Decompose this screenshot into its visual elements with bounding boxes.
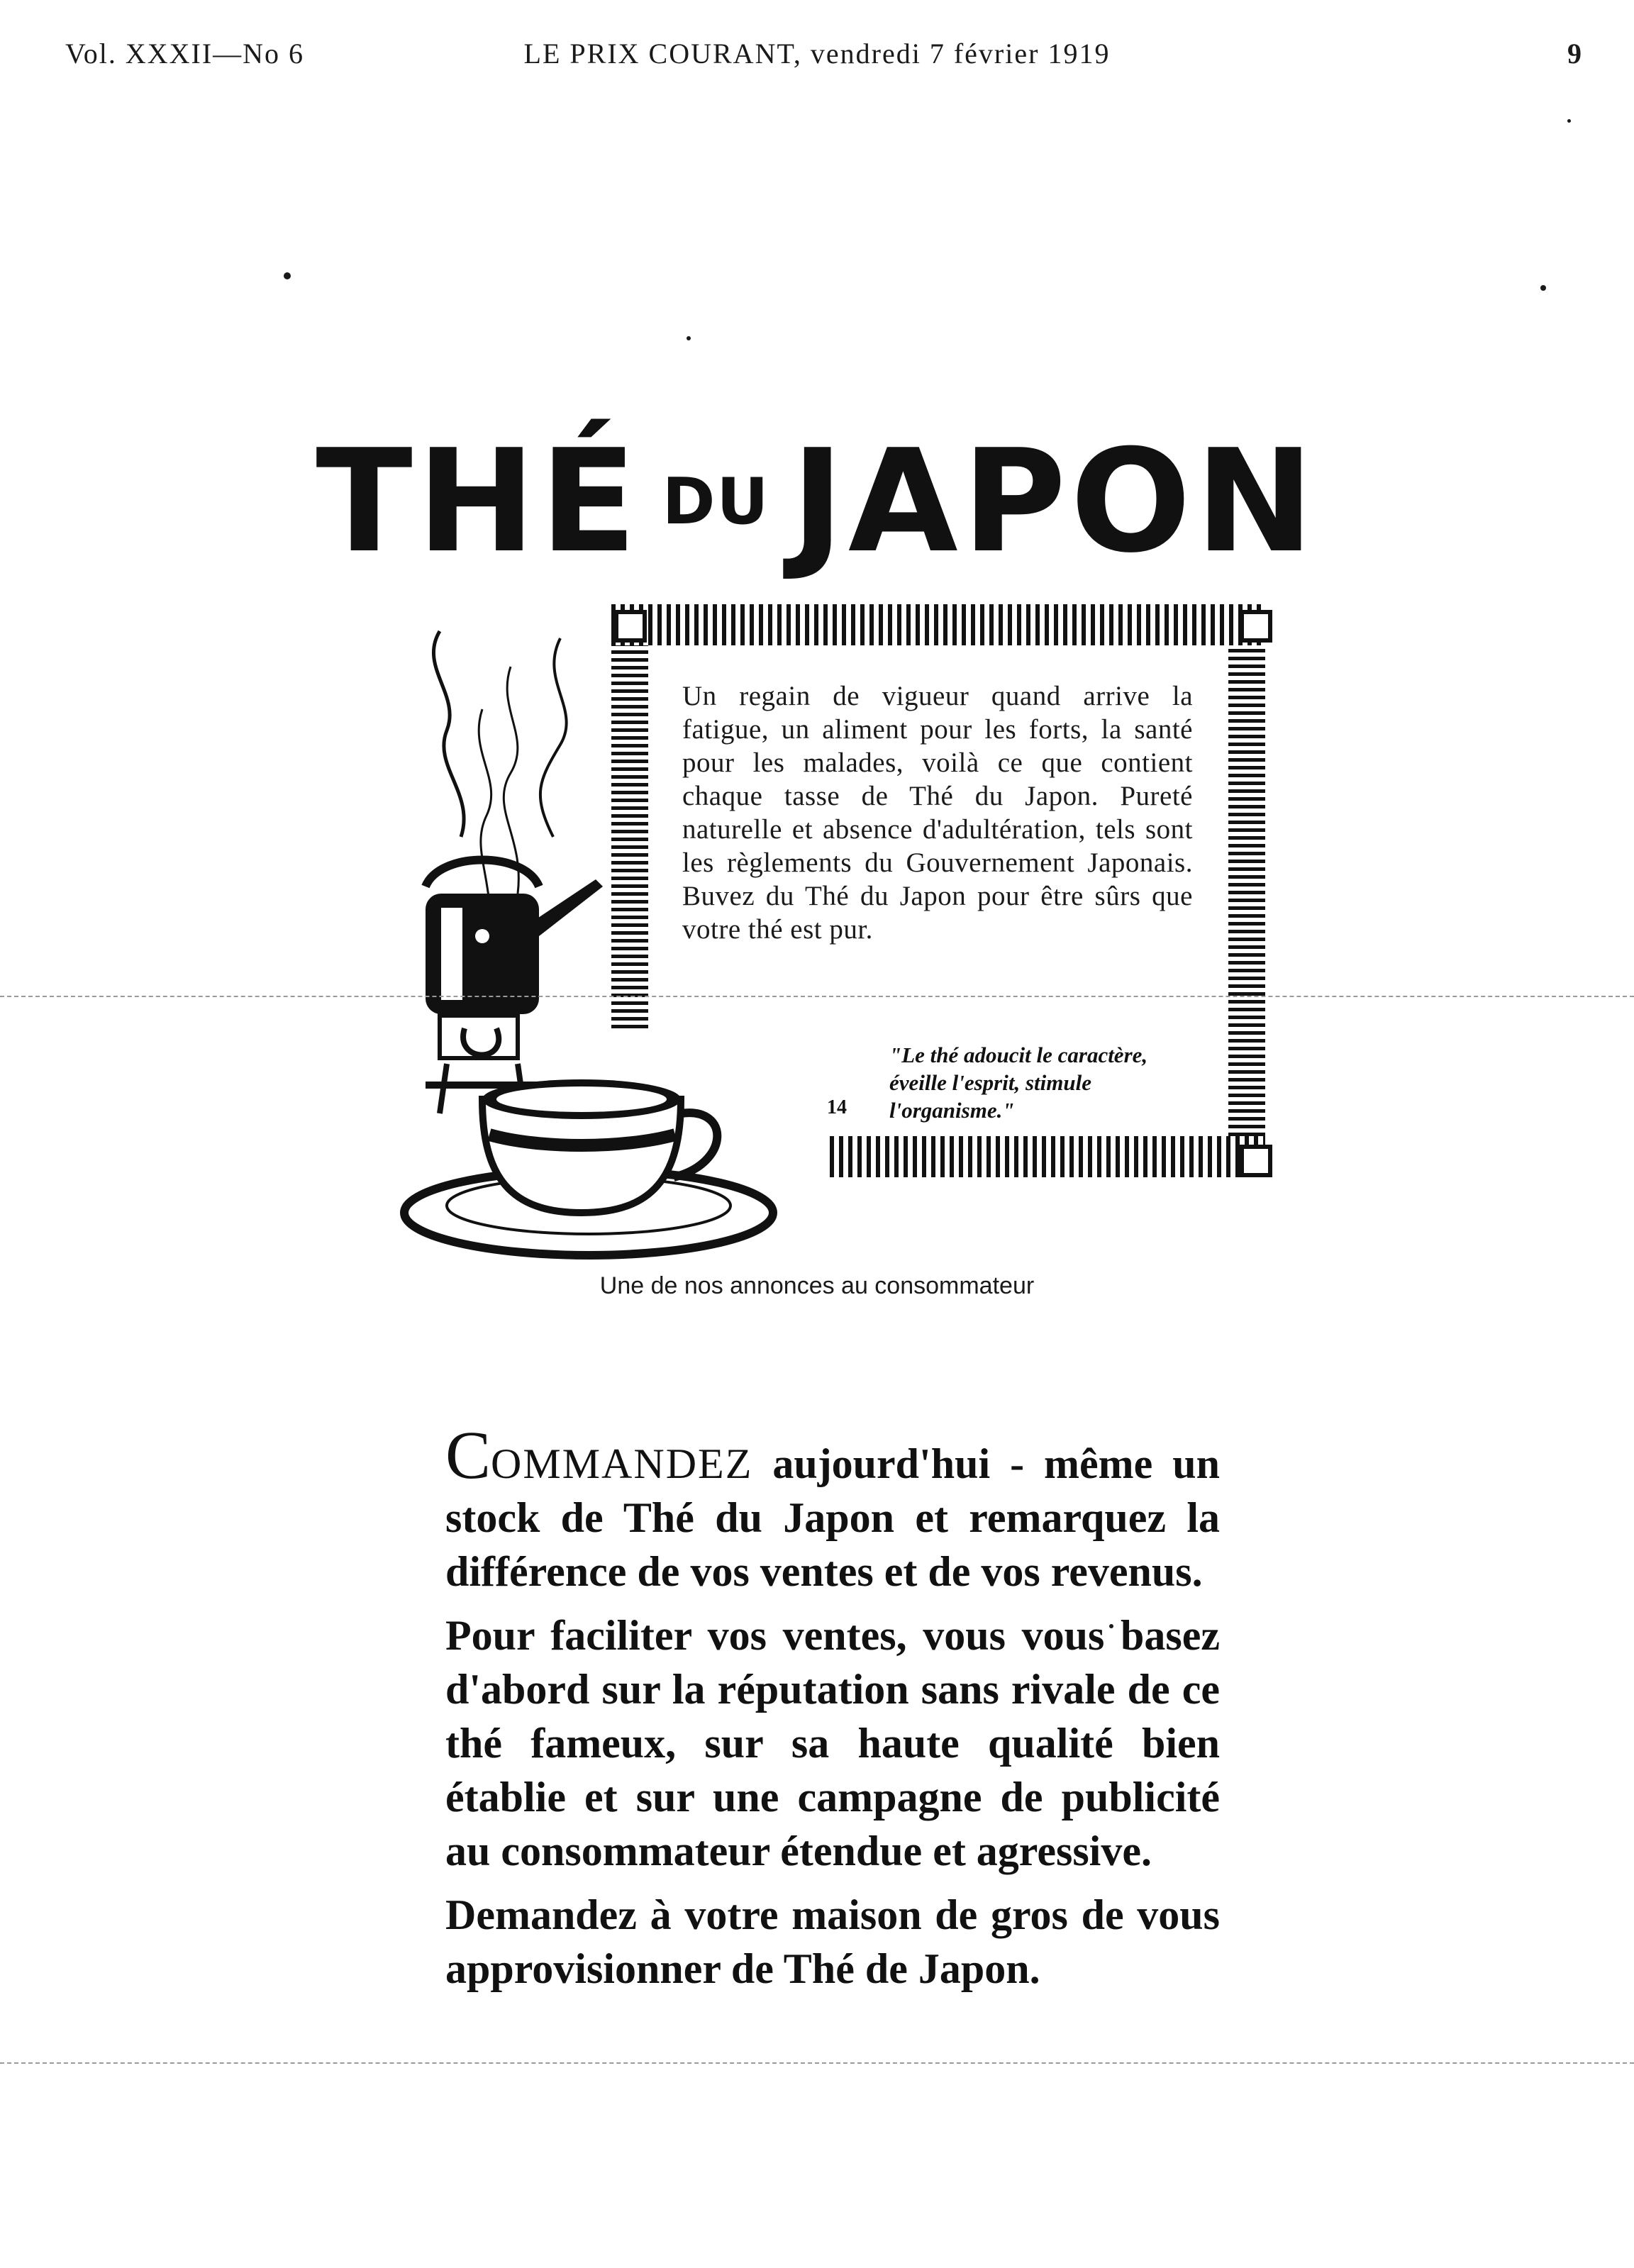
frame-corner-top-left xyxy=(614,610,647,643)
ad-number: 14 xyxy=(827,1096,847,1118)
page-number: 9 xyxy=(1567,38,1583,70)
trade-lead: OMMANDEZ xyxy=(491,1440,753,1487)
ad-frame-top xyxy=(611,604,1265,645)
ad-body-text: Un regain de vigueur quand arrive la fatigue, un aliment pour les forts, la santé pour les malades, voilà ce que contient chaque tasse de Thé du Japon. Pureté naturelle et absence d'adultération, tels sont les règlements du Gouvernement Japonais. Buvez du Thé du Japon pour être sûrs que votre thé est pur. xyxy=(682,681,1193,945)
ad-frame-right xyxy=(1228,645,1265,1136)
journal-title: LE PRIX COURANT, vendredi 7 février 1919 xyxy=(523,38,1111,70)
ad-title-du: DU xyxy=(662,465,770,539)
ad-title-the: THÉ xyxy=(316,419,641,584)
ad-title-japon: JAPON xyxy=(791,419,1318,584)
ad-frame-left xyxy=(611,645,648,1028)
trade-p1-text: aujourd'hui - même un stock de Thé du Japon et remarquez la différence de vos ventes et de vos revenus. xyxy=(445,1440,1220,1595)
ad-caption: Une de nos annonces au consommateur xyxy=(599,1272,1035,1299)
ad-quote: "Le thé adoucit le caractère, éveille l'esprit, stimule l'organisme." xyxy=(889,1043,1148,1123)
dust-speck xyxy=(284,272,291,279)
trade-paragraph-2: Pour faciliter vos ventes, vous vous basez d'abord sur la réputation sans rivale de ce thé fameux, sur sa haute qualité bien établie et sur une campagne de publicité au consommateur étendue et agressive. xyxy=(445,1612,1220,1874)
dust-speck xyxy=(1567,119,1571,123)
fold-line xyxy=(0,2062,1634,2064)
trade-text xyxy=(445,1417,1220,2006)
frame-corner-top-right xyxy=(1240,610,1272,643)
ad-title xyxy=(0,419,1634,584)
dust-speck xyxy=(687,336,691,340)
trade-paragraph-1 xyxy=(445,1417,1220,1599)
frame-corner-bottom-right xyxy=(1240,1145,1272,1177)
fold-line xyxy=(0,996,1634,997)
volume-number: Vol. XXXII—No 6 xyxy=(65,38,305,70)
teacup-icon xyxy=(397,1057,794,1269)
ad-frame-bottom xyxy=(830,1136,1265,1177)
drop-cap: C xyxy=(445,1417,491,1493)
trade-paragraph-3: Demandez à votre maison de gros de vous approvisionner de Thé de Japon. xyxy=(445,1891,1220,1992)
dust-speck xyxy=(1540,285,1546,291)
